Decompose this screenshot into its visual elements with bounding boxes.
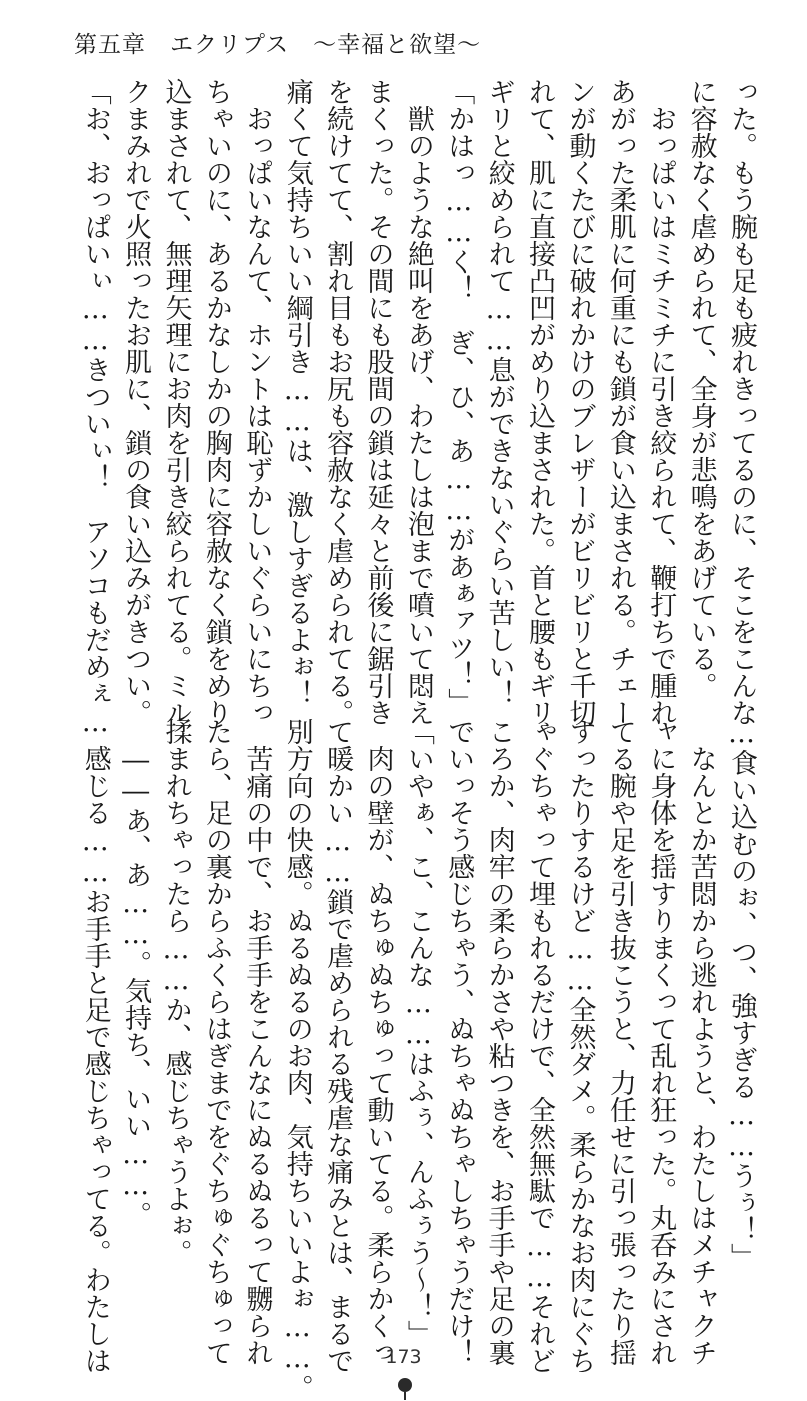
text-column: 獣のような絶叫をあげ、わたしは泡まで噴いて悶え — [402, 78, 434, 726]
text-column: 別方向の快感。ぬるぬるのお肉、気持ちいいよぉ……。 — [281, 718, 313, 1401]
text-column: おっぱいなんて、ホントは恥ずかしいぐらいにちっ — [241, 78, 273, 726]
text-column: まくった。その間にも股間の鎖は延々と前後に鋸引き — [362, 78, 394, 726]
text-column: …食い込むのぉ、つ、強すぎる……うぅ！」 — [726, 718, 757, 1270]
text-column: 「いやぁ、こ、こんな……はふぅ、んふぅう～！」 — [402, 718, 434, 1347]
page-number: 173 — [385, 1346, 422, 1368]
text-column: 感じる……お手手と足で感じちゃってる。わたしは — [79, 718, 111, 1374]
text-column: おっぱいはミチミチに引き絞られて、鞭打ちで腫れ — [645, 78, 677, 726]
text-column: を続けてて、割れ目もお尻も容赦なく虐められてる。 — [322, 78, 354, 726]
text-column: 痛くて気持ちいい綱引き……は、激しすぎるよぉ！ — [281, 78, 313, 707]
text-column: すったりするけど……全然ダメ。柔らかなお肉にぐち — [564, 718, 596, 1374]
text-column: 「かはっ……く！ ぎ、ひ、あ……があぁァツ！」 — [443, 78, 475, 715]
text-column: れて、肌に直接凸凹がめり込まされた。首と腰もギリ — [524, 78, 556, 726]
text-column: に容赦なく虐められて、全身が悲鳴をあげている。 — [685, 78, 717, 699]
text-column: 肉の壁が、ぬちゅぬちゅって動いてる。柔らかくっ — [362, 718, 394, 1366]
text-block-top — [74, 78, 761, 738]
text-column: あがった柔肌に何重にも鎖が食い込まされる。チェー — [604, 78, 636, 726]
page-ornament-line — [404, 1392, 406, 1400]
text-column: ギリと絞められて……息ができないぐらい苦しい！ — [483, 78, 515, 707]
text-column: 苦痛の中で、お手手をこんなにぬるぬるって嬲られ — [241, 718, 273, 1366]
text-column: たら、足の裏からふくらはぎまでをぐちゅぐちゅって — [200, 718, 232, 1366]
chapter-header: 第五章 エクリプス ～幸福と欲望～ — [74, 32, 482, 58]
text-column: 「お、おっぱいぃ……きついぃ！ アソコもだめぇ… — [79, 78, 111, 738]
text-column: ャに身体を揺すりまくって乱れ狂った。丸呑みにされ — [645, 718, 677, 1366]
text-column: ――あ、あ……。気持ち、いい……。 — [120, 718, 152, 1228]
text-column: ゃぐちゃって埋もれるだけで、全然無駄で……それど — [524, 718, 556, 1374]
text-column: クまみれで火照ったお肌に、鎖の食い込みがきつい。 — [120, 78, 152, 726]
text-column: 込まされて、無理矢理にお肉を引き絞られてる。ミル — [160, 78, 192, 726]
text-column: ちゃいのに、あるかなしかの胸肉に容赦なく鎖をめり — [200, 78, 232, 726]
text-column: ンが動くたびに破れかけのブレザーがビリビリと千切 — [564, 78, 596, 726]
page-ornament-dot — [398, 1378, 412, 1392]
text-column: ころか、肉牢の柔らかさや粘つきを、お手手や足の裏 — [483, 718, 515, 1366]
text-column: でいっそう感じちゃう、ぬちゃぬちゃしちゃうだけ！ — [443, 718, 475, 1366]
text-column: 揉まれちゃったら……か、感じちゃうよぉ。 — [160, 718, 192, 1266]
text-column: て暖かい……鎖で虐められる残虐な痛みとは、まるで — [322, 718, 354, 1374]
text-column: なんとか苦悶から逃れようと、わたしはメチャクチ — [685, 718, 717, 1366]
text-column: った。もう腕も足も疲れきってるのに、そこをこんな — [726, 78, 757, 726]
text-column: てる腕や足を引き抜こうと、力任せに引っ張ったり揺 — [604, 718, 636, 1366]
